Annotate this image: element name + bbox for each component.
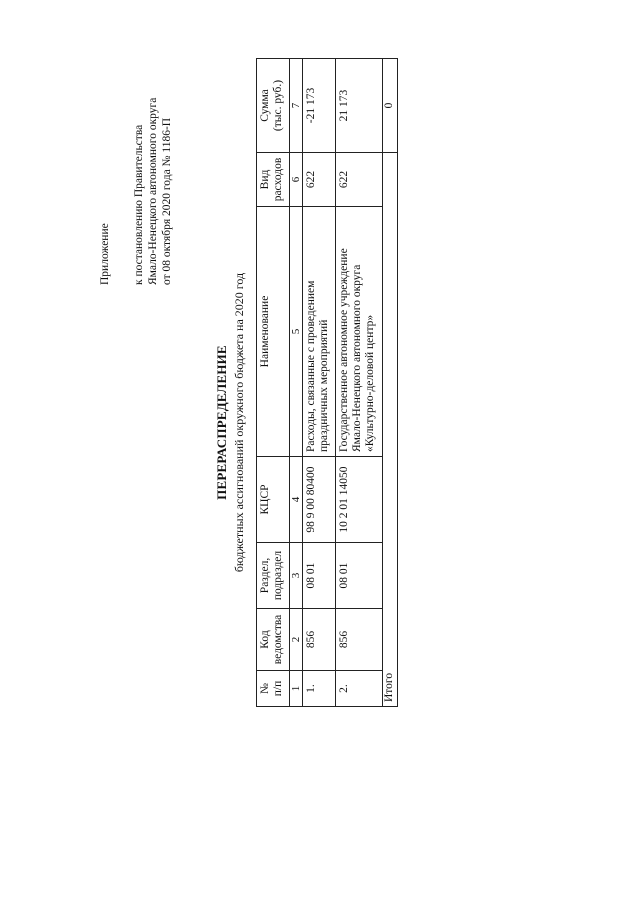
row-expense-type: 622 [303,153,336,207]
header-kcsr: КЦСР [257,457,290,543]
budget-table [256,58,398,707]
col-number: 4 [290,457,303,543]
header-name: Наименование [257,207,290,457]
header-num: № п/п [257,671,290,707]
row-section: 08 01 [336,543,383,609]
row-dept-code: 856 [303,609,336,671]
row-sum: 21 173 [336,59,383,153]
table-header-row [257,59,290,707]
decree-line-1: к постановлению Правительства [133,124,145,285]
header-expense-type: Вид расходов [257,153,290,207]
decree-line-3: от 08 октября 2020 года № 1186-П [161,117,173,285]
col-number: 1 [290,671,303,707]
total-row [383,59,398,707]
row-name: Расходы, связанные с проведением праздничных мероприятий [303,207,336,457]
document-subtitle: бюджетных ассигнований окружного бюджета на 2020 год [232,272,246,573]
header-sum: Сумма (тыс. руб.) [257,59,290,153]
col-number: 7 [290,59,303,153]
header-section: Раздел, подраздел [257,543,290,609]
total-sum: 0 [383,59,398,153]
row-name: Государственное автономное учреждение Ямало-Ненецкого автономного округа «Культурно-деловой центр» [336,207,383,457]
row-kcsr: 10 2 01 14050 [336,457,383,543]
column-number-row [290,59,303,707]
header-dept-code: Код ведомства [257,609,290,671]
row-sum: -21 173 [303,59,336,153]
col-number: 6 [290,153,303,207]
row-num: 2. [336,671,383,707]
row-dept-code: 856 [336,609,383,671]
row-section: 08 01 [303,543,336,609]
col-number: 5 [290,207,303,457]
row-num: 1. [303,671,336,707]
appendix-label: Приложение [99,223,111,285]
total-label: Итого [383,153,398,707]
row-kcsr: 98 9 00 80400 [303,457,336,543]
decree-line-2: Ямало-Ненецкого автономного округа [147,97,159,285]
col-number: 3 [290,543,303,609]
document-title: ПЕРЕРАСПРЕДЕЛЕНИЕ [214,345,229,500]
col-number: 2 [290,609,303,671]
table-row [336,59,383,707]
table-row [303,59,336,707]
row-expense-type: 622 [336,153,383,207]
